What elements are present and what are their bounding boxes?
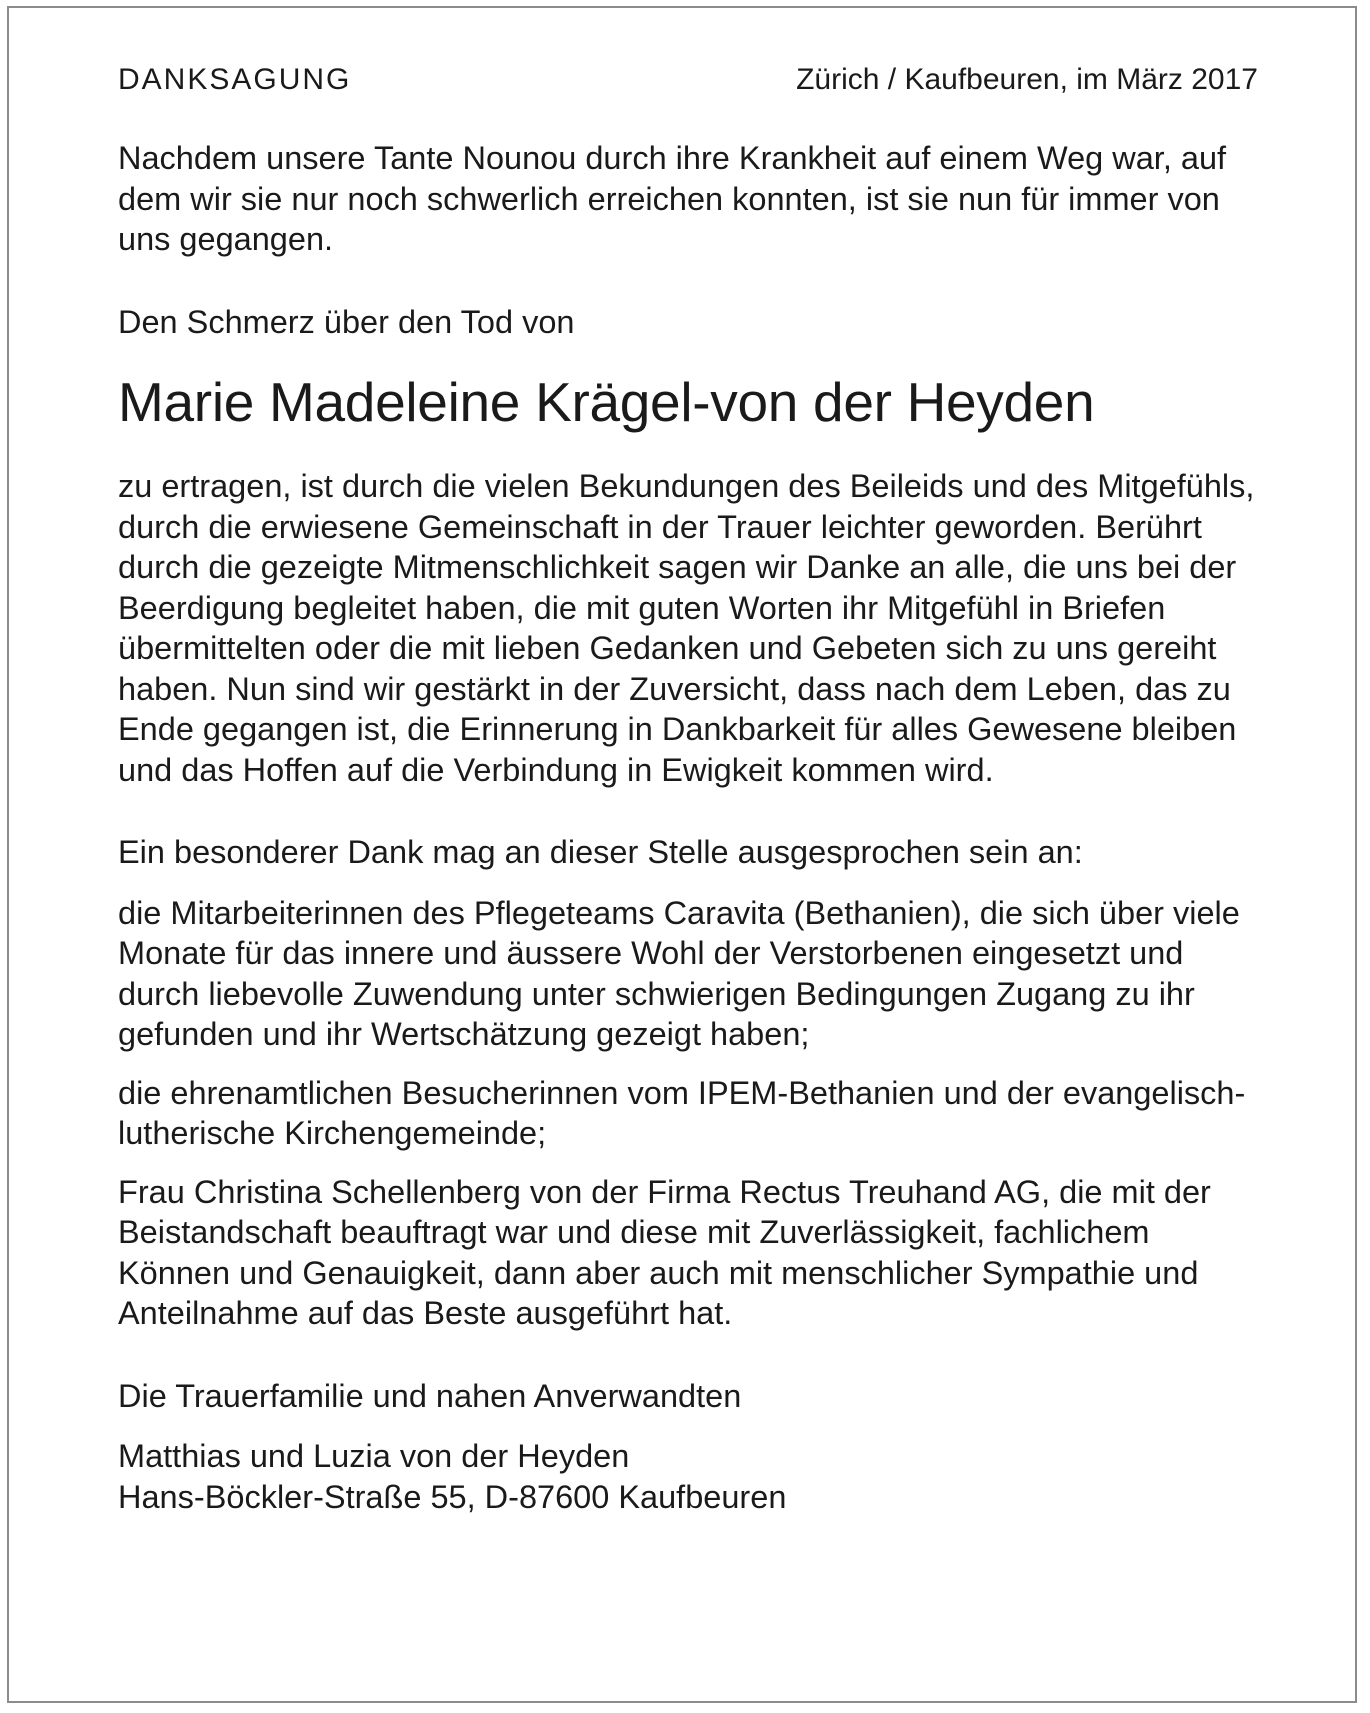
notice-title: DANKSAGUNG (118, 63, 352, 96)
notice-header (118, 60, 1258, 100)
special-thanks-intro: Ein besonderer Dank mag an dieser Stelle ausgesprochen sein an: (118, 834, 1083, 870)
main-paragraph: zu ertragen, ist durch die vielen Bekundungen des Beileids und des Mitgefühls, durch die erwiesene Gemeinschaft in der Trauer leichter geworden. Berührt durch die gezeigte Mitmenschlichkeit sagen wir Danke an alle, die uns bei der Beerdigung begleitet haben, die mit guten Worten ihr Mitgefühl in Briefen übermittelten oder die mit lieben Gedanken und Gebeten sich zu uns gereiht haben. Nun sind wir gestärkt in der Zuversicht, dass nach dem Leben, das zu Ende gegangen ist, die Erinnerung in Dankbarkeit für alles Gewesene bleiben und das Hoffen auf die Verbindung in Ewigkeit kommen wird. (118, 468, 1255, 788)
signature-block (118, 1436, 1258, 1517)
place-date: Zürich / Kaufbeuren, im März 2017 (796, 63, 1258, 96)
thanks-item-trustee: Frau Christina Schellenberg von der Firma Rectus Treuhand AG, die mit der Beistandschaft beauftragt war und diese mit Zuverlässigkeit, fachlichem Können und Genauigkeit, dann aber auch mit menschlicher Sympathie und Anteilnahme auf das Beste ausgeführt hat. (118, 1173, 1211, 1331)
intro-paragraph: Nachdem unsere Tante Nounou durch ihre Krankheit auf einem Weg war, auf dem wir sie nur noch schwerlich erreichen konnten, ist sie nun für immer von uns gegangen. (118, 140, 1227, 257)
lead-in-text: Den Schmerz über den Tod von (118, 303, 575, 340)
deceased-name: Marie Madeleine Krägel-von der Heyden (118, 371, 1095, 433)
closing-line: Die Trauerfamilie und nahen Anverwandten (118, 1377, 742, 1414)
thanks-item-care-team: die Mitarbeiterinnen des Pflegeteams Caravita (Bethanien), die sich über viele Monate für das innere und äussere Wohl der Verstorbenen eingesetzt und durch liebevolle Zuwendung unter schwierigen Bedingungen Zugang zu ihr gefunden und ihr Wertschätzung gezeigt haben; (118, 894, 1240, 1052)
thanks-item-visitors: die ehrenamtlichen Besucherinnen vom IPEM-Bethanien und der evangelisch-lutherische Kirchengemeinde; (118, 1074, 1246, 1151)
signature-address: Hans-Böckler-Straße 55, D-87600 Kaufbeuren (118, 1478, 787, 1515)
signature-names: Matthias und Luzia von der Heyden (118, 1438, 630, 1474)
obituary-notice (118, 60, 1258, 1517)
